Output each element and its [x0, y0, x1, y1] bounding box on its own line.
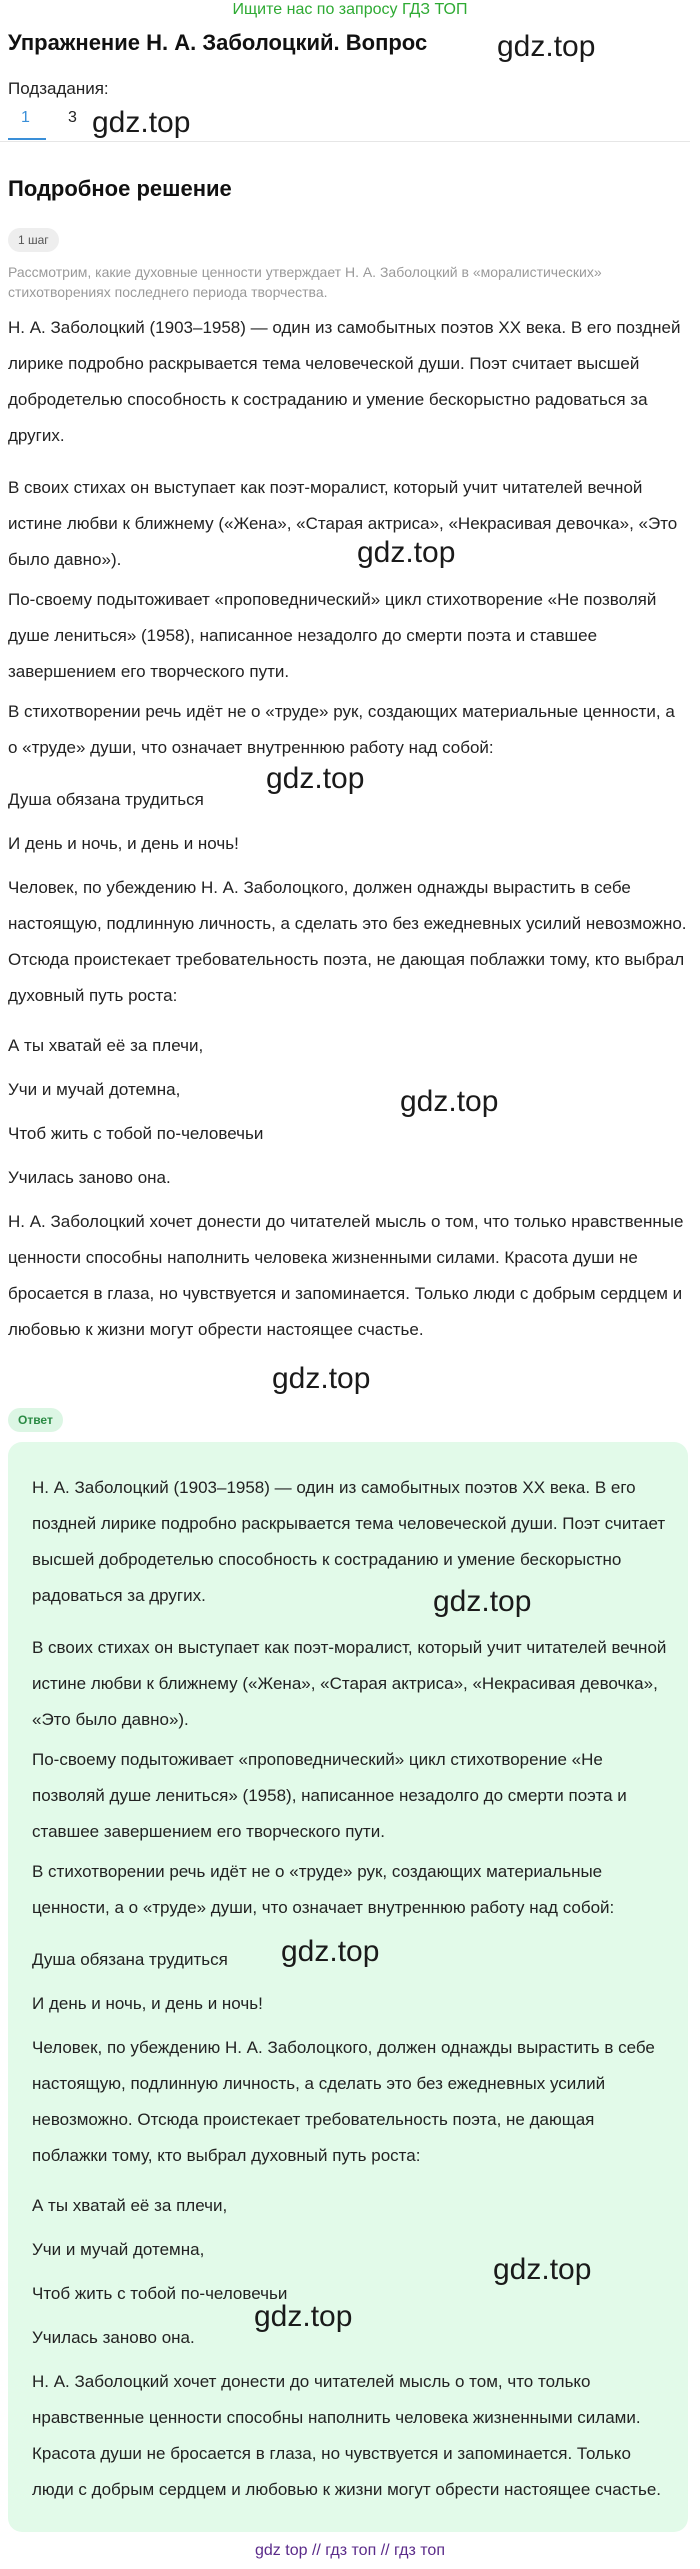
answer-paragraph: В стихотворении речь идёт не о «труде» рук, создающих материальные ценности, а о «труде» души, что означает внутреннюю работу над собой: — [32, 1862, 615, 1917]
answer-paragraph: Н. А. Заболоцкий (1903–1958) — один из самобытных поэтов XX века. В его поздней лирике подробно раскрывается тема человеческой души. Поэт считает высшей добродетелью способность к состраданию и умение бескорыстно радоваться за других. — [32, 1478, 666, 1605]
footer-link[interactable]: гдз топ — [325, 2542, 377, 2559]
footer-link[interactable]: gdz top — [255, 2542, 308, 2559]
solution-paragraph: Н. А. Заболоцкий (1903–1958) — один из самобытных поэтов XX века. В его поздней лирике подробно раскрывается тема человеческой души. Поэт считает высшей добродетелью способность к состраданию и умение бескорыстно радоваться за других. — [8, 318, 681, 445]
footer-separator: // — [311, 2542, 321, 2559]
poem-line: И день и ночь, и день и ночь! — [8, 834, 239, 853]
solution-paragraph: В стихотворении речь идёт не о «труде» рук, создающих материальные ценности, а о «труде» души, что означает внутреннюю работу над собой: — [8, 702, 675, 757]
solution-paragraph: По-своему подытоживает «проповеднический» цикл стихотворение «Не позволяй душе лениться» (1958), написанное незадолго до смерти поэта и ставшее завершением его творческого пути. — [8, 590, 657, 681]
poem-line: И день и ночь, и день и ночь! — [32, 1994, 263, 2013]
poem-line: Учи и мучай дотемна, — [32, 2240, 205, 2259]
solution-heading: Подробное решение — [8, 176, 232, 201]
answer-paragraph: Человек, по убеждению Н. А. Заболоцкого, должен однажды вырастить в себе настоящую, подлинную личность, а сделать это без ежедневных усилий невозможно. Отсюда проистекает требовательность поэта, не дающая поблажки тому, кто выбрал духовный путь роста: — [32, 2038, 655, 2165]
answer-paragraph: По-своему подытоживает «проповеднический» цикл стихотворение «Не позволяй душе лениться» (1958), написанное незадолго до смерти поэта и ставшее завершением его творческого пути. — [32, 1750, 627, 1841]
answer-paragraph: Н. А. Заболоцкий хочет донести до читателей мысль о том, что только нравственные ценности способны наполнить человека жизненными силами. Красота души не бросается в глаза, но чувствуется и запоминается. Только люди с добрым сердцем и любовью к жизни могут обрести настоящее счастье. — [32, 2372, 661, 2499]
watermark: gdz.top — [281, 1935, 380, 1968]
footer-link[interactable]: гдз топ — [394, 2542, 445, 2559]
poem-line: А ты хватай её за плечи, — [8, 1036, 204, 1055]
watermark: gdz.top — [92, 106, 191, 139]
step-description: Рассмотрим, какие духовные ценности утверждает Н. А. Заболоцкий в «моралистических» стихотворениях последнего периода творчества. — [8, 264, 602, 300]
poem-line: Душа обязана трудиться — [8, 790, 204, 809]
footer-links — [0, 2542, 700, 2560]
poem-line: Чтоб жить с тобой по-человечьи — [8, 1124, 264, 1143]
watermark: gdz.top — [357, 536, 456, 569]
poem-line: А ты хватай её за плечи, — [32, 2196, 228, 2215]
watermark: gdz.top — [493, 2253, 592, 2286]
active-tab-indicator — [8, 138, 46, 140]
poem-line: Училась заново она. — [8, 1168, 171, 1187]
footer-separator: // — [380, 2542, 390, 2559]
watermark: gdz.top — [433, 1585, 532, 1618]
subtask-tab-1[interactable]: 1 — [21, 109, 30, 126]
search-banner[interactable]: Ищите нас по запросу ГДЗ ТОП — [232, 1, 468, 18]
watermark: gdz.top — [497, 30, 596, 63]
solution-paragraph: В своих стихах он выступает как поэт-моралист, который учит читателей вечной истине любви к ближнему («Жена», «Старая актриса», «Некрасивая девочка», «Это было давно»). — [8, 478, 678, 569]
step-badge: 1 шаг — [8, 228, 59, 252]
subtask-tab-3[interactable]: 3 — [68, 109, 77, 126]
poem-line: Училась заново она. — [32, 2328, 195, 2347]
poem-line: Чтоб жить с тобой по-человечьи — [32, 2284, 288, 2303]
solution-paragraph: Н. А. Заболоцкий хочет донести до читателей мысль о том, что только нравственные ценности способны наполнить человека жизненными силами. Красота души не бросается в глаза, но чувствуется и запоминается. Только люди с добрым сердцем и любовью к жизни могут обрести настоящее счастье. — [8, 1212, 684, 1339]
watermark: gdz.top — [266, 762, 365, 795]
watermark: gdz.top — [254, 2300, 353, 2333]
poem-line: Учи и мучай дотемна, — [8, 1080, 181, 1099]
watermark: gdz.top — [400, 1085, 499, 1118]
answer-badge: Ответ — [8, 1408, 63, 1432]
page-title: Упражнение Н. А. Заболоцкий. Вопрос — [8, 30, 428, 55]
solution-paragraph: Человек, по убеждению Н. А. Заболоцкого, должен однажды вырастить в себе настоящую, подлинную личность, а сделать это без ежедневных усилий невозможно. Отсюда проистекает требовательность поэта, не дающая поблажки тому, кто выбрал духовный путь роста: — [8, 878, 687, 1005]
subtasks-label: Подзадания: — [8, 79, 109, 98]
divider — [0, 141, 690, 142]
watermark: gdz.top — [272, 1362, 371, 1395]
answer-paragraph: В своих стихах он выступает как поэт-моралист, который учит читателей вечной истине любви к ближнему («Жена», «Старая актриса», «Некрасивая девочка», «Это было давно»). — [32, 1638, 667, 1729]
poem-line: Душа обязана трудиться — [32, 1950, 228, 1969]
